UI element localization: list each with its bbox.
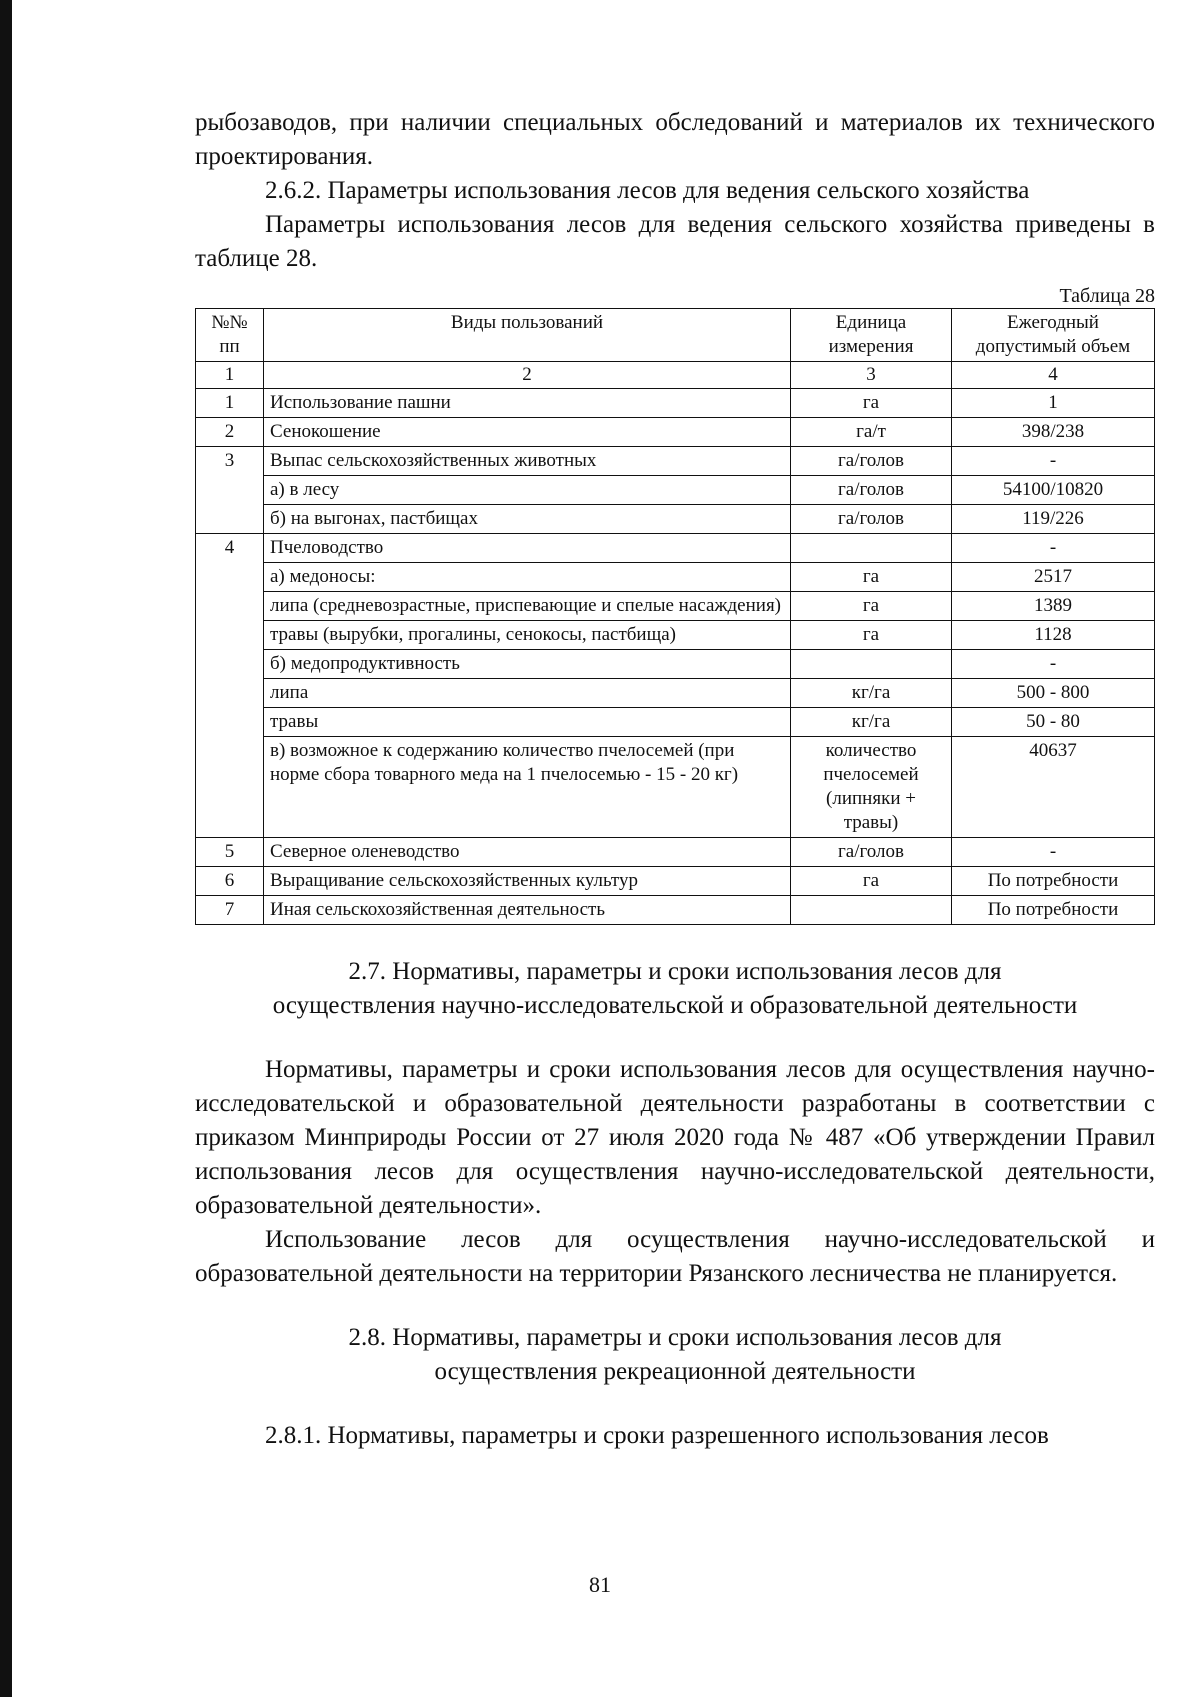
row-kind: липа [264, 679, 791, 708]
row-volume: По потребности [952, 867, 1155, 896]
row-volume: - [952, 447, 1155, 476]
row-unit: кг/га [791, 708, 952, 737]
row-unit: количество пчелосемей (липняки + травы) [791, 737, 952, 838]
row-kind: Выпас сельскохозяйственных животных [264, 447, 791, 476]
row-volume: 1128 [952, 621, 1155, 650]
row-number [196, 563, 264, 592]
table-row [196, 418, 1155, 447]
table-row [196, 447, 1155, 476]
row-number [196, 650, 264, 679]
table-row [196, 621, 1155, 650]
section-2-8-1-paragraph: 2.8.1. Нормативы, параметры и сроки разрешенного использования лесов [265, 1422, 1049, 1449]
row-unit [791, 650, 952, 679]
row-volume: 1 [952, 389, 1155, 418]
row-unit: га [791, 592, 952, 621]
row-kind: б) на выгонах, пастбищах [264, 505, 791, 534]
row-kind: Северное оленеводство [264, 838, 791, 867]
row-volume: - [952, 650, 1155, 679]
row-kind: а) в лесу [264, 476, 791, 505]
intro-paragraph: Параметры использования лесов для ведения сельского хозяйства приведены в таблице 28. [195, 211, 1155, 272]
table-row [196, 708, 1155, 737]
row-volume: 398/238 [952, 418, 1155, 447]
row-number [196, 708, 264, 737]
row-volume: 40637 [952, 737, 1155, 838]
row-number [196, 737, 264, 838]
intro-paragraph-tail: рыбозаводов, при наличии специальных обследований и материалов их технического проектирования. [195, 109, 1155, 170]
row-number [196, 621, 264, 650]
section-2-7-title-line1: 2.7. Нормативы, параметры и сроки использования лесов для [348, 958, 1002, 985]
page-number: 81 [589, 1572, 611, 1597]
document-page [195, 106, 1155, 1453]
row-unit: га/голов [791, 838, 952, 867]
index-cell: 2 [264, 362, 791, 389]
row-unit: га [791, 867, 952, 896]
row-volume: - [952, 838, 1155, 867]
table-label: Таблица 28 [1059, 285, 1155, 307]
index-cell: 1 [196, 362, 264, 389]
row-unit [791, 896, 952, 925]
row-volume: - [952, 534, 1155, 563]
row-number: 3 [196, 447, 264, 476]
row-volume: 119/226 [952, 505, 1155, 534]
table-row [196, 867, 1155, 896]
row-volume: 500 - 800 [952, 679, 1155, 708]
row-volume: 54100/10820 [952, 476, 1155, 505]
table-row [196, 838, 1155, 867]
row-number [196, 592, 264, 621]
section-2-7-paragraph1: Нормативы, параметры и сроки использования лесов для осуществления научно-исследовательской и образовательной деятельности разработаны в соответствии с приказом Минприроды России от 27 июля 2020 года № 487 «Об утверждении Правил использования лесов для осуществления научно-исследовательской деятельности, образовательной деятельности». [195, 1056, 1155, 1219]
table-row [196, 679, 1155, 708]
row-number: 5 [196, 838, 264, 867]
row-unit: кг/га [791, 679, 952, 708]
row-number: 7 [196, 896, 264, 925]
row-kind: а) медоносы: [264, 563, 791, 592]
row-kind: Сенокошение [264, 418, 791, 447]
row-kind: б) медопродуктивность [264, 650, 791, 679]
row-unit: га/т [791, 418, 952, 447]
row-unit: га/голов [791, 505, 952, 534]
table-row [196, 650, 1155, 679]
table-row [196, 563, 1155, 592]
row-number [196, 505, 264, 534]
subheading-2-6-2: 2.6.2. Параметры использования лесов для ведения сельского хозяйства [265, 177, 1030, 204]
binding-edge [0, 0, 12, 1697]
table-row [196, 896, 1155, 925]
table-header-row [196, 309, 1155, 362]
row-volume: По потребности [952, 896, 1155, 925]
row-number: 4 [196, 534, 264, 563]
header-volume: Ежегодный допустимый объем [952, 309, 1155, 362]
row-unit [791, 534, 952, 563]
row-kind: Пчеловодство [264, 534, 791, 563]
table-row [196, 505, 1155, 534]
row-number: 6 [196, 867, 264, 896]
table-row [196, 737, 1155, 838]
row-volume: 1389 [952, 592, 1155, 621]
index-cell: 4 [952, 362, 1155, 389]
row-number [196, 679, 264, 708]
header-kind: Виды пользований [264, 309, 791, 362]
section-2-7-paragraph2: Использование лесов для осуществления научно-исследовательской и образовательной деятельности на территории Рязанского лесничества не планируется. [195, 1226, 1155, 1287]
section-2-7-title-line2: осуществления научно-исследовательской и образовательной деятельности [272, 992, 1078, 1019]
table-row [196, 476, 1155, 505]
header-num: №№ пп [196, 309, 264, 362]
table-row [196, 534, 1155, 563]
row-volume: 2517 [952, 563, 1155, 592]
row-unit: га/голов [791, 476, 952, 505]
section-2-8-title-line2: осуществления рекреационной деятельности [434, 1358, 916, 1385]
column-index-row [196, 362, 1155, 389]
table-row [196, 592, 1155, 621]
header-unit: Единица измерения [791, 309, 952, 362]
row-number: 1 [196, 389, 264, 418]
table-row [196, 389, 1155, 418]
row-unit: га/голов [791, 447, 952, 476]
row-kind: травы [264, 708, 791, 737]
agriculture-parameters-table [195, 308, 1155, 925]
row-unit: га [791, 621, 952, 650]
row-kind: Иная сельскохозяйственная деятельность [264, 896, 791, 925]
index-cell: 3 [791, 362, 952, 389]
section-2-8-title-line1: 2.8. Нормативы, параметры и сроки использования лесов для [348, 1324, 1002, 1351]
row-unit: га [791, 563, 952, 592]
row-unit: га [791, 389, 952, 418]
row-volume: 50 - 80 [952, 708, 1155, 737]
row-kind: липа (средневозрастные, приспевающие и спелые насаждения) [264, 592, 791, 621]
row-kind: Выращивание сельскохозяйственных культур [264, 867, 791, 896]
row-number: 2 [196, 418, 264, 447]
row-kind: травы (вырубки, прогалины, сенокосы, пастбища) [264, 621, 791, 650]
row-kind: Использование пашни [264, 389, 791, 418]
row-kind: в) возможное к содержанию количество пчелосемей (при норме сбора товарного меда на 1 пчелосемью - 15 - 20 кг) [264, 737, 791, 838]
row-number [196, 476, 264, 505]
